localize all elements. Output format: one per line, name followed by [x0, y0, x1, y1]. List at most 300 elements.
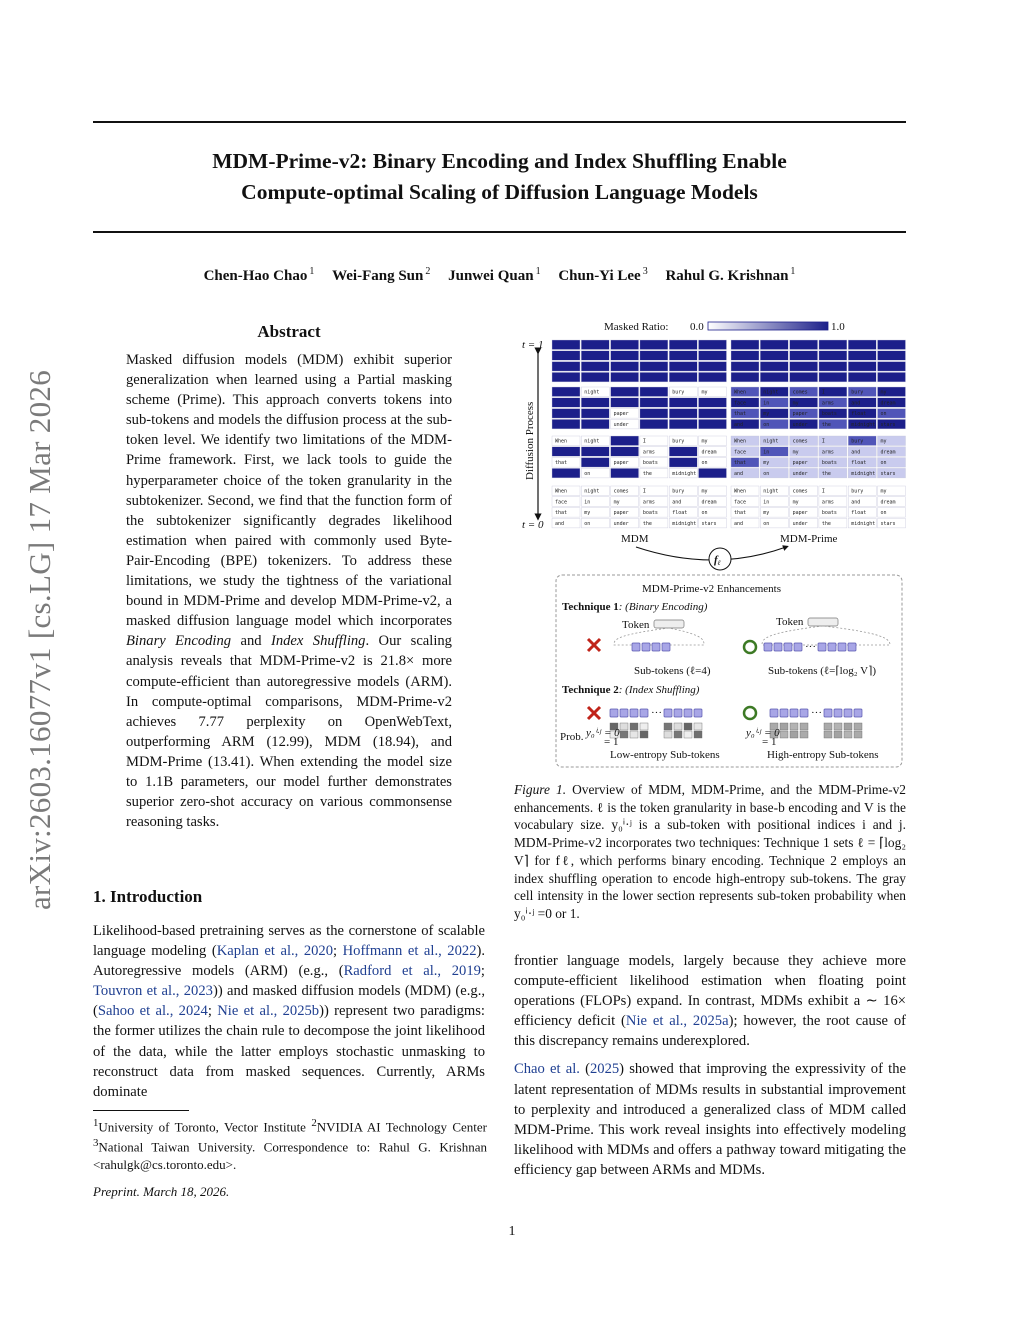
token-cell: [819, 362, 847, 372]
sub-token-square: [774, 643, 782, 651]
probability-cell-bottom: [800, 731, 808, 738]
citation-link[interactable]: Hoffmann et al., 2022: [342, 943, 477, 960]
token-cell: [760, 372, 788, 382]
prob-label: Prob.: [560, 731, 584, 743]
token-cell: [552, 387, 580, 397]
sub-token-square: [824, 709, 832, 717]
abstract-emphasis: Index Shuffling: [270, 633, 366, 650]
token-word: my: [763, 460, 770, 467]
token-box-right: [808, 618, 838, 626]
token-cell: [640, 340, 668, 350]
token-word: paper: [613, 460, 629, 467]
citation-link[interactable]: Touvron et al., 2023: [93, 983, 213, 1000]
token-word: comes: [792, 389, 808, 396]
footnote-rule: [93, 1110, 189, 1111]
token-word: midnight: [672, 470, 697, 477]
probability-cell-bottom: [790, 731, 798, 738]
sub-token-square: [790, 709, 798, 717]
token-word: When: [734, 488, 747, 495]
token-word: arms: [821, 499, 834, 506]
high-entropy-label: High-entropy Sub-tokens: [767, 749, 879, 761]
token-cell: [669, 372, 697, 382]
token-word: When: [555, 438, 568, 445]
abstract-text: and: [231, 633, 271, 650]
citation-link[interactable]: Radford et al., 2019: [343, 963, 481, 980]
diffusion-process-label: Diffusion Process: [524, 401, 536, 480]
token-word: night: [763, 438, 779, 445]
token-cell: [699, 409, 727, 419]
token-word: float: [672, 510, 688, 517]
token-cell: [669, 419, 697, 429]
technique-2-name: : (Index Shuffling): [618, 684, 700, 696]
title-bottom-rule: [93, 231, 906, 233]
token-word: my: [792, 449, 799, 456]
token-word: the: [821, 520, 831, 527]
caption-text: Overview of MDM, MDM-Prime, and the MDM-Prime-v2 enhancements. ℓ is the token granularity in base-b encoding and V is the vocabulary size. y₀ⁱ·ʲ is a sub-token with positional indices i and j. MDM-Prime-v2 incorporates two techniques: Technique 1 sets ℓ = ⌈log₂ V⌉ for fℓ, which performs binary encoding. Technique 2 employs an index shuffling operation to encode high-entropy sub-tokens. The gray cell intensity in the lower section represents sub-token probability when y₀ⁱ·ʲ =0 or 1.: [514, 782, 907, 921]
abstract-text: . Our scaling analysis reveals that MDM-Prime-v2 is 21.8× more compute-efficient than autoregressive models (ARM). In compute-optimal comparisons, MDM-Prime-v2 achieves 7.77 perplexity on OpenWebText, outperforming ARM (12.99), MDM (18.94), and MDM-Prime (13.41). When extending the model size to 1.1B parameters, our model further demonstrates superior zero-shot accuracy on various commonsense reasoning tasks.: [126, 633, 452, 831]
token-cell: [611, 387, 639, 397]
token-word: in: [763, 499, 770, 506]
paper-title: [93, 146, 906, 208]
token-word: dream: [880, 400, 896, 407]
sub-token-square: [770, 709, 778, 717]
token-word: and: [851, 499, 861, 506]
probability-cell-top: [684, 723, 692, 730]
technique-1-name: : (Binary Encoding): [618, 601, 708, 613]
token-word: on: [763, 470, 770, 477]
cross-icon: [588, 707, 600, 719]
token-cell: [790, 372, 818, 382]
token-word: float: [851, 460, 867, 467]
paragraph: [514, 1059, 906, 1180]
token-word: that: [555, 460, 568, 467]
token-cell: [611, 372, 639, 382]
probability-cell-top: [834, 723, 842, 730]
token-word: and: [734, 520, 744, 527]
token-cell: [611, 468, 639, 478]
token-cell: [790, 351, 818, 361]
sub-token-square: [828, 643, 836, 651]
token-cell: [640, 351, 668, 361]
token-word: stars: [701, 520, 717, 527]
token-cell: [552, 468, 580, 478]
token-cell: [731, 351, 759, 361]
token-word: my: [763, 411, 770, 418]
author: [558, 268, 647, 284]
probability-cell-top: [780, 723, 788, 730]
token-word: I: [821, 488, 825, 495]
probability-cell-top: [800, 723, 808, 730]
abstract-text: Masked diffusion models (MDM) exhibit superior generalization when learned using a: [126, 352, 452, 389]
footnote-marker: 2: [311, 1117, 317, 1129]
right-column-body: [514, 951, 906, 1188]
token-cell: [611, 351, 639, 361]
token-word: my: [584, 510, 591, 517]
token-word: my: [701, 438, 708, 445]
citation-link[interactable]: Nie et al., 2025b: [217, 1003, 320, 1020]
probability-cell-top: [844, 723, 852, 730]
sub-token-square: [642, 643, 650, 651]
token-word: on: [584, 470, 591, 477]
token-word: that: [734, 460, 747, 467]
token-word: night: [584, 389, 600, 396]
token-word: midnight: [851, 470, 876, 477]
sub-token-square: [674, 709, 682, 717]
title-line-1: MDM-Prime-v2: Binary Encoding and Index Shuffling Enable: [212, 149, 787, 173]
abstract-partial-term: Partial masking scheme: [126, 372, 452, 409]
token-word: and: [851, 400, 861, 407]
author: [448, 268, 540, 284]
token-word: boats: [642, 460, 658, 467]
token-word: bury: [851, 389, 864, 396]
token-word: paper: [792, 510, 808, 517]
y1-label-right: = 1: [762, 736, 777, 748]
token-word: face: [555, 499, 568, 506]
token-word: my: [792, 400, 799, 407]
token-word: dream: [701, 449, 717, 456]
token-word: comes: [792, 438, 808, 445]
token-cell: [669, 458, 697, 468]
token-cell: [611, 362, 639, 372]
token-cell: [669, 409, 697, 419]
token-cell: [878, 362, 906, 372]
preprint-note: Preprint. March 18, 2026.: [93, 1184, 230, 1199]
footnote-marker: 3: [93, 1137, 99, 1150]
token-word: stars: [880, 520, 896, 527]
body-text: ;: [207, 1003, 218, 1020]
figure-1-diagram: [514, 315, 906, 770]
token-word: boats: [821, 460, 837, 467]
token-cell: [878, 372, 906, 382]
sub-token-square: [684, 709, 692, 717]
token-cell: [640, 409, 668, 419]
footnote-text: University of Toronto, Vector Institute: [98, 1119, 312, 1135]
introduction-body: [93, 921, 485, 1102]
token-word: arms: [642, 449, 655, 456]
author-affiliation: 1: [535, 266, 541, 277]
token-word: in: [763, 449, 770, 456]
sub-token-square: [848, 643, 856, 651]
token-cell: [731, 362, 759, 372]
y0-label-right: y₀ⁱ·ʲ = 0: [746, 727, 780, 739]
abstract-body: [126, 350, 452, 832]
masked-ratio-colorbar: [708, 322, 828, 330]
mdm-token-grid: [552, 340, 727, 528]
author: [665, 268, 795, 284]
token-cell: [611, 447, 639, 457]
token-word: in: [584, 499, 591, 506]
token-cell: [552, 340, 580, 350]
token-word: dream: [880, 449, 896, 456]
abstract-text: (Prime). This approach converts tokens into sub-tokens and models the diffusion process at the sub-token level. We identify two limitations of the MDM-Prime framework. First, we lack tools to guide the hyperparameter choice of the token granularity in the subtokenizer. Second, we find that the function form of the subtokenizer significantly degrades likelihood estimation when paired with commonly used Byte-Pair-Encoding (BPE) tokenizers. To address these limitations, we study the tightness of the variational bound in MDM-Prime and develop MDM-Prime-v2, a masked diffusion language model which incorporates: [126, 392, 452, 630]
token-cell: [552, 351, 580, 361]
author-affiliation: 1: [309, 266, 315, 277]
sub-token-square: [780, 709, 788, 717]
y0-label-left: y₀ⁱ·ʲ = 0: [586, 727, 620, 739]
token-word: midnight: [672, 520, 697, 527]
token-cell: [552, 372, 580, 382]
probability-cell-bottom: [684, 731, 692, 738]
token-word: I: [642, 488, 646, 495]
enhancements-title: MDM-Prime-v2 Enhancements: [642, 583, 781, 595]
body-text: )) represent two paradigms: the former utilizes the chain rule to decompose the joint likelihood of the data, while the latter employs stochastic unmasking to reconstruct data from masked sequences. Currently, ARMs dominate: [93, 1003, 485, 1100]
token-cell: [760, 351, 788, 361]
probability-cell-top: [790, 723, 798, 730]
sub-tokens-left: [632, 643, 670, 651]
body-text: ). Autoregressive models (ARM) (e.g., (: [93, 943, 486, 980]
token-cell: [760, 340, 788, 350]
sub-token-square: [784, 643, 792, 651]
author-affiliation: 2: [425, 266, 431, 277]
token-cell: [640, 362, 668, 372]
sub-token-square: [610, 709, 618, 717]
probability-cell-top: [664, 723, 672, 730]
token-word: boats: [821, 510, 837, 517]
technique-2-label: [562, 684, 700, 696]
f-symbol: f: [714, 554, 718, 566]
probability-cell-top: [694, 723, 702, 730]
token-cell: [848, 340, 876, 350]
token-word: arms: [821, 400, 834, 407]
token-word: paper: [792, 411, 808, 418]
arxiv-stamp: [10, 320, 70, 960]
token-word: comes: [792, 488, 808, 495]
token-word: that: [734, 510, 747, 517]
token-cell: [848, 362, 876, 372]
probability-cell-top: [640, 723, 648, 730]
sub-token-square: [640, 709, 648, 717]
affiliation-footnote: [93, 1115, 487, 1173]
token-word: under: [613, 421, 629, 428]
author-name: Chen-Hao Chao: [203, 268, 308, 284]
token-cell: [552, 362, 580, 372]
token-cell: [611, 340, 639, 350]
sub-token-square: [834, 709, 842, 717]
token-word: I: [642, 438, 646, 445]
token-word: my: [701, 389, 708, 396]
author-name: Chun-Yi Lee: [558, 268, 641, 284]
sub-token-square: [632, 643, 640, 651]
author: [332, 268, 430, 284]
token-cell: [640, 372, 668, 382]
token-word: on: [763, 520, 770, 527]
token-word: my: [880, 438, 887, 445]
token-word: night: [763, 389, 779, 396]
probability-cell-bottom: [834, 731, 842, 738]
probability-cell-bottom: [620, 731, 628, 738]
token-cell: [878, 340, 906, 350]
citation-link[interactable]: Kaplan et al., 2020: [216, 943, 334, 960]
page-number: 1: [508, 1224, 516, 1239]
footnote-text: National Taiwan University. Correspondence to: Rahul G. Krishnan <rahulgk@cs.toronto.edu>.: [93, 1139, 487, 1172]
citation-link[interactable]: Chao et al.: [514, 1061, 580, 1078]
probability-cell-bottom: [694, 731, 702, 738]
ellipsis: ···: [811, 707, 822, 719]
figure-1-caption: [514, 781, 906, 923]
probability-cell-bottom: [674, 731, 682, 738]
token-word: face: [734, 499, 747, 506]
sub-token-square: [854, 709, 862, 717]
token-cell: [640, 398, 668, 408]
token-cell: [611, 398, 639, 408]
token-word: night: [763, 488, 779, 495]
token-word: on: [880, 460, 887, 467]
token-word: When: [555, 488, 568, 495]
token-cell: [640, 387, 668, 397]
sub-token-square: [800, 709, 808, 717]
citation-link[interactable]: Sahoo et al., 2024: [97, 1003, 208, 1020]
token-word: my: [792, 499, 799, 506]
probability-cell-bottom: [630, 731, 638, 738]
technique-2-sub-tokens: [610, 707, 862, 738]
probability-cell-bottom: [844, 731, 852, 738]
token-cell: [790, 362, 818, 372]
token-word: under: [613, 520, 629, 527]
sub-tokens-right-label: Sub-tokens (ℓ=⌈log₂ V⌉): [768, 665, 877, 677]
token-cell: [790, 340, 818, 350]
probability-cell-top: [674, 723, 682, 730]
token-word: comes: [613, 488, 629, 495]
f-subscript: ℓ: [717, 559, 721, 567]
token-word: on: [701, 460, 708, 467]
token-word: on: [701, 510, 708, 517]
token-word: float: [851, 411, 867, 418]
token-word: on: [880, 411, 887, 418]
sub-tokens-left-label: Sub-tokens (ℓ=4): [634, 665, 711, 677]
token-word: When: [734, 438, 747, 445]
token-cell: [819, 372, 847, 382]
check-circle-icon: [744, 641, 756, 653]
sub-token-square: [694, 709, 702, 717]
token-word: and: [555, 520, 565, 527]
probability-cell-top: [854, 723, 862, 730]
token-word: I: [821, 389, 825, 396]
body-text: (: [579, 1061, 590, 1078]
probability-cell-top: [620, 723, 628, 730]
token-word: paper: [613, 411, 629, 418]
abstract-heading: Abstract: [257, 322, 321, 341]
token-cell: [581, 409, 609, 419]
token-word: my: [613, 499, 620, 506]
token-word: bury: [851, 438, 864, 445]
token-word: night: [584, 488, 600, 495]
token-word: stars: [880, 470, 896, 477]
top-rule: [93, 121, 906, 123]
low-entropy-label: Low-entropy Sub-tokens: [610, 749, 720, 761]
sub-token-square: [664, 709, 672, 717]
t-zero-label: t = 0: [522, 519, 544, 531]
token-cell: [669, 340, 697, 350]
probability-cell-bottom: [664, 731, 672, 738]
section-heading-introduction: 1. Introduction: [93, 887, 203, 906]
sub-token-square: [764, 643, 772, 651]
citation-link[interactable]: 2025: [589, 1061, 620, 1078]
token-cell: [699, 340, 727, 350]
token-word: that: [734, 411, 747, 418]
token-split-right: [762, 626, 890, 645]
token-cell: [581, 398, 609, 408]
author: [204, 268, 315, 284]
token-cell: [699, 362, 727, 372]
token-word: arms: [642, 499, 655, 506]
token-word: paper: [613, 510, 629, 517]
probability-cell-bottom: [780, 731, 788, 738]
mdm-label: MDM: [621, 533, 649, 545]
token-label-left: Token: [622, 619, 650, 631]
token-cell: [669, 362, 697, 372]
body-text: ) showed that improving the expressivity of the latent representation of MDMs results in substantial improvement to perplexity and introduced a generalized class of MDM called MDM-Prime. This work reveal insights into effectively modeling likelihood with MDMs and offers a pathway toward mitigating the efficiency gap between ARMs and MDMs.: [514, 1061, 906, 1178]
probability-cell-bottom: [824, 731, 832, 738]
token-cell: [819, 340, 847, 350]
token-cell: [878, 351, 906, 361]
token-word: under: [792, 470, 808, 477]
token-cell: [581, 340, 609, 350]
body-text: frontier language models, largely because they achieve more compute-efficient likelihood estimation when floating point operations (FLOPs) expand. In contrast, MDMs exhibit a ∼ 16× efficiency deficit (: [514, 953, 906, 1030]
y1-label-left: = 1: [604, 736, 619, 748]
probability-cell-top: [630, 723, 638, 730]
token-word: bury: [672, 438, 685, 445]
token-cell: [731, 340, 759, 350]
token-word: the: [821, 470, 831, 477]
token-word: and: [851, 449, 861, 456]
body-text: ); however, the root cause of this discrepancy remains underexplored.: [514, 1013, 906, 1050]
masked-ratio-label: Masked Ratio:: [604, 321, 669, 333]
check-circle-icon: [744, 707, 756, 719]
token-word: midnight: [851, 520, 876, 527]
token-label-right: Token: [776, 616, 804, 628]
token-cell: [552, 409, 580, 419]
paragraph: [514, 951, 906, 1051]
author-affiliation: 1: [790, 266, 796, 277]
token-word: my: [763, 510, 770, 517]
probability-cell-bottom: [854, 731, 862, 738]
token-word: boats: [642, 510, 658, 517]
token-cell: [669, 351, 697, 361]
body-text: Likelihood-based pretraining serves as the cornerstone of scalable language modeling (: [93, 923, 485, 960]
token-word: on: [880, 510, 887, 517]
sub-token-square: [818, 643, 826, 651]
technique-2-bold: Technique 2: [562, 684, 619, 696]
author-name: Wei-Fang Sun: [332, 268, 424, 284]
token-word: midnight: [851, 421, 876, 428]
token-word: and: [734, 470, 744, 477]
token-word: bury: [672, 389, 685, 396]
ellipsis: ···: [651, 707, 662, 719]
sub-token-square: [620, 709, 628, 717]
t-one-label: t = 1: [522, 339, 544, 351]
body-text: )) and masked diffusion models (MDM) (e.g., (: [93, 983, 486, 1020]
token-word: the: [642, 520, 652, 527]
arxiv-id: arXiv:2603.16077v1 [cs.LG] 17 Mar 2026: [22, 369, 57, 911]
token-word: my: [880, 488, 887, 495]
sub-tokens-right: [764, 641, 856, 653]
token-word: on: [763, 421, 770, 428]
probability-cell-bottom: [640, 731, 648, 738]
token-word: and: [672, 499, 682, 506]
token-cell: [581, 351, 609, 361]
token-cell: [669, 447, 697, 457]
token-word: and: [734, 421, 744, 428]
citation-link[interactable]: Nie et al., 2025a: [625, 1013, 729, 1030]
ratio-max-label: 1.0: [831, 321, 845, 333]
token-word: dream: [701, 499, 717, 506]
token-word: my: [880, 389, 887, 396]
body-text: ;: [333, 943, 343, 960]
sub-token-square: [844, 709, 852, 717]
sub-token-square: [794, 643, 802, 651]
token-word: arms: [821, 449, 834, 456]
token-cell: [819, 351, 847, 361]
